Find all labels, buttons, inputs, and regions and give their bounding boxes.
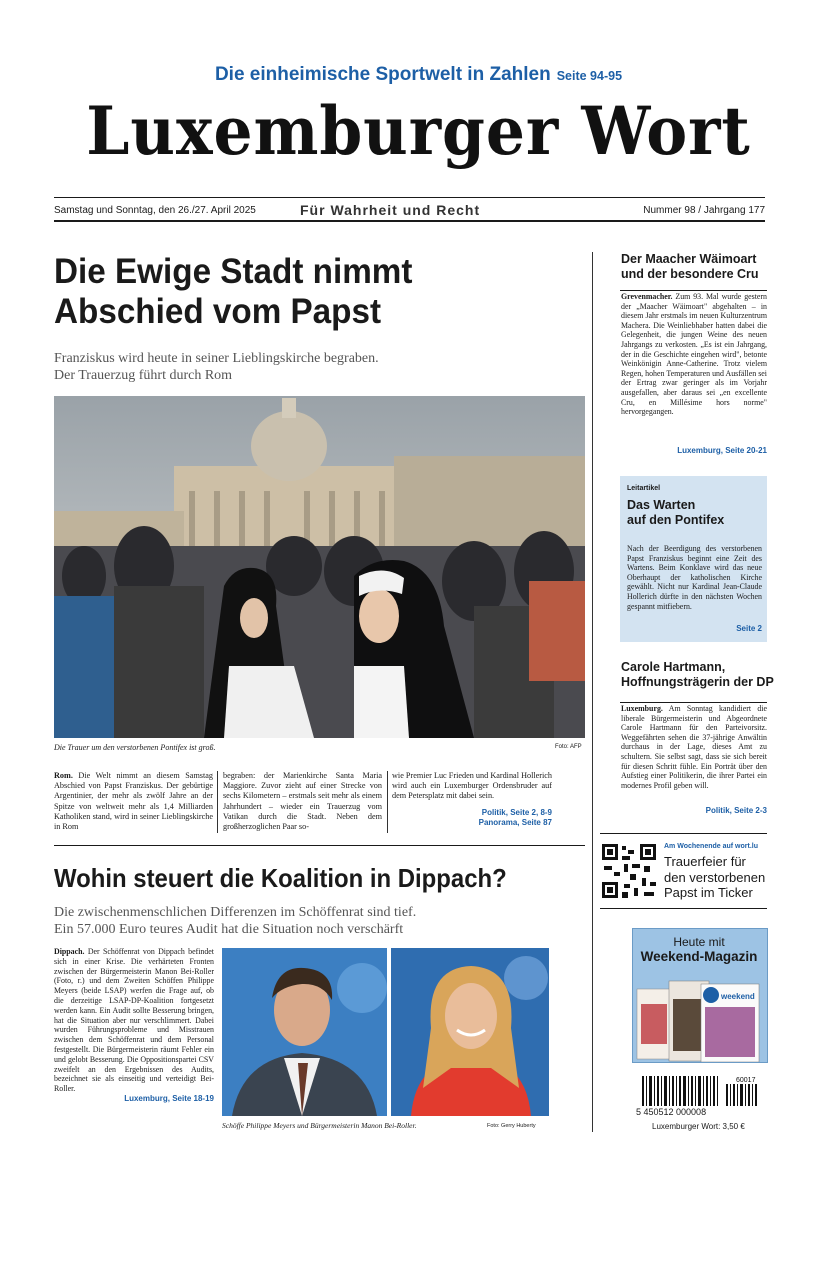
- lead-column-3: [392, 771, 552, 828]
- second-headline[interactable]: Wohin steuert die Koalition in Dippach?: [54, 863, 507, 893]
- sidebar-rule: [620, 702, 767, 703]
- barcode-number: 5 450512 000008: [636, 1107, 707, 1117]
- masthead-rule-bottom: [54, 220, 765, 222]
- teaser-text: Die einheimische Sportwelt in Zahlen: [214, 64, 551, 85]
- promo-line3: Papst im Ticker: [664, 885, 753, 900]
- section-rule: [54, 845, 585, 846]
- second-sub-line1: Die zwischenmenschlichen Differenzen im Schöffenrat sind tief.: [54, 905, 417, 920]
- issue-number: Nummer 98 / Jahrgang 177: [643, 205, 765, 216]
- sidebar-rule: [600, 833, 767, 834]
- teaser-pages: Seite 94-95: [556, 69, 623, 83]
- second-text: Der Schöffenrat von Dippach befindet sich in einer Krise. Die verhärteten Fronten zwischen der Bürgermeisterin Manon Bei-Roller (Foto, r.) und dem Zweiten Schöffen Philippe Meyers (beide LSAP) werfen die Frage auf, ob die derzeitige LSAP-DP-Koalition fortgesetzt werden kann. Ein Audit sollte Besserung bringen, hat die Situation aber nur verschlimmert. Dabei wurden Führungsprobleme und Misstrauen zwischen dem Schöffenrat und dem Personal festgestellt. Die Bürgermeisterin räumt Fehler ein und gelobt Besserung. Die Oppositionspartei CSV zweifelt an den Ergebnissen des Audits, bezeichnet sie als einseitig und verteidigt Bei-Roller.: [54, 947, 214, 1094]
- second-photo-credit: Foto: Gerry Huberty: [487, 1123, 536, 1129]
- s1-dateline: Grevenmacher.: [621, 292, 673, 301]
- box-head-line2: auf den Pontifex: [627, 513, 725, 527]
- sidebar-story1-ref[interactable]: Luxemburg, Seite 20-21: [677, 446, 767, 455]
- sidebar-story3-ref[interactable]: Politik, Seite 2-3: [705, 806, 767, 815]
- barcode-addon: 60017: [736, 1077, 756, 1084]
- lead-sub-line2: Der Trauerzug führt durch Rom: [54, 368, 233, 383]
- s1-head-line1: Der Maacher Wäimoart: [621, 252, 757, 266]
- lead-photo-caption: Die Trauer um den verstorbenen Pontifex ist groß.: [54, 743, 216, 752]
- lead-ref-politik[interactable]: Politik, Seite 2, 8-9: [481, 807, 552, 817]
- lead-headline-line1: Die Ewige Stadt nimmt: [54, 252, 413, 291]
- photo-manon-bei-roller[interactable]: [391, 948, 549, 1116]
- sidebar-divider: [592, 252, 593, 1132]
- portrait-man-illustration: [222, 948, 387, 1116]
- box-head-line1: Das Warten: [627, 498, 696, 512]
- s1-text: Zum 93. Mal wurde gestern der „Maacher Wäimoart" abgehalten – in diesem Jahr erstmals im neuen Kulturzentrum Machera. Die Weinliebhaber hatten dabei die Gelegenheit, die jungen Weine des neuen Jahrgangs zu verkosten. „Es ist ein Jahrgang, der in die Geschichte eingehen wird", betonte Weinkönigin Anne-Catherine. Trotz vielem Regen, hohen Temperaturen und Ausfällen sei der Ertrag zwar geringer als im Vorjahr ausgefallen, aber daraus sei „en excellente Cru, en Millésime hors norme" hervorgegangen.: [621, 292, 767, 417]
- sidebar-story1-headline[interactable]: [621, 252, 781, 282]
- s1-head-line2: und der besondere Cru: [621, 267, 759, 281]
- sidebar-rule: [600, 908, 767, 909]
- magazine-title: Weekend-Magazin: [640, 949, 758, 964]
- lead-photo[interactable]: [54, 396, 585, 738]
- second-dateline: Dippach.: [54, 947, 85, 956]
- magazine-logo: weekend: [721, 992, 755, 1001]
- qr-code-icon[interactable]: [600, 842, 658, 900]
- sidebar-story1-body: [621, 292, 767, 417]
- barcode-icon: [636, 1076, 764, 1108]
- col-divider: [217, 771, 218, 833]
- lead-headline[interactable]: [54, 252, 548, 332]
- sidebar-rule: [620, 290, 767, 291]
- s3-head-line1: Carole Hartmann,: [621, 660, 726, 674]
- portrait-woman-illustration: [391, 948, 549, 1116]
- lead-column-1: [54, 771, 213, 832]
- lead-text-3: wie Premier Luc Frieden und Kardinal Hollerich wird auch ein Luxemburger Ordensbruder auf dem Petersplatz mit dabei sein.: [392, 771, 552, 801]
- lead-dateline: Rom.: [54, 771, 73, 780]
- lead-text-1: Die Welt nimmt an diesem Samstag Abschied von Papst Franziskus. Der gebürtige Argentinier, der mehr als zwölf Jahre an der Spitze von weltweit mehr als 1,4 Milliarden Katholiken stand, wird in seiner Lieblingskirche in Rom: [54, 771, 213, 832]
- editorial-kicker: Leitartikel: [627, 485, 661, 492]
- editorial-body: Nach der Beerdigung des verstorbenen Papst Franziskus beginnt eine Zeit des Wartens. Beim Konklave wird das neue Oberhaupt der katholischen Kirche gewählt. Nicht nur Kardinal Jean-Claude Hollerich dürfte in den nächsten Wochen gespannt mitfiebern.: [627, 544, 762, 611]
- masthead-logo: Luxemburger Wort: [86, 92, 751, 170]
- lead-subheadline: [54, 350, 574, 384]
- second-photo-caption: Schöffe Philippe Meyers und Bürgermeisterin Manon Bei-Roller.: [222, 1121, 417, 1130]
- lead-photo-credit: Foto: AFP: [555, 744, 582, 750]
- second-body: [54, 947, 214, 1104]
- magazine-label: Heute mit: [673, 935, 725, 949]
- qr-pattern: [600, 842, 658, 900]
- lead-ref-panorama[interactable]: Panorama, Seite 87: [478, 817, 552, 827]
- motto: Für Wahrheit und Recht: [300, 202, 481, 218]
- s3-head-line2: Hoffnungsträgerin der DP: [621, 675, 774, 689]
- top-teaser[interactable]: [0, 64, 837, 86]
- sidebar-story3-headline[interactable]: [621, 660, 781, 690]
- editorial-headline: [627, 498, 762, 528]
- col-divider: [387, 771, 388, 833]
- lead-photo-illustration: [54, 396, 585, 738]
- lead-headline-line2: Abschied vom Papst: [54, 292, 382, 331]
- second-subheadline: [54, 904, 574, 938]
- photo-philippe-meyers[interactable]: [222, 948, 387, 1116]
- editorial-ref[interactable]: Seite 2: [736, 624, 762, 633]
- s3-text: Am Sonntag kandidiert die liberale Bürgermeisterin und Abgeordnete Carole Hartmann für den Parteivorsitz. Weggefährten sehen die 37-jährige Anwältin durchaus in der Lage, dieses Amt zu schultern. Sie selbst sagt, dass sie sich bereit für diesen Schritt fühle. Ein Porträt über den Aufstieg einer Politikerin, die ihrer Partei ein modernes Profil geben will.: [621, 704, 767, 790]
- lead-column-2: begraben: der Marienkirche Santa Maria Maggiore. Zuvor zieht auf einer Strecke von sechs Kilometern – erstmals seit mehr als einem Jahrhundert – wieder ein Trauerzug vom Vatikan durch die Stadt. Neben dem großherzoglichen Paar so-: [223, 771, 382, 832]
- s3-dateline: Luxemburg.: [621, 704, 663, 713]
- masthead-rule-top: [54, 197, 765, 198]
- price: Luxemburger Wort: 3,50 €: [652, 1122, 745, 1131]
- promo-kicker: Am Wochenende auf wort.lu: [664, 843, 758, 850]
- sidebar-story3-body: [621, 704, 767, 790]
- second-sub-line2: Ein 57.000 Euro teures Audit hat die Situation noch verschärft: [54, 922, 404, 937]
- promo-headline[interactable]: [664, 854, 784, 901]
- lead-sub-line1: Franziskus wird heute in seiner Lieblingskirche begraben.: [54, 351, 379, 366]
- issue-date: Samstag und Sonntag, den 26./27. April 2025: [54, 205, 256, 216]
- second-ref[interactable]: Luxemburg, Seite 18-19: [124, 1093, 214, 1103]
- promo-line2: den verstorbenen: [664, 869, 766, 885]
- promo-line1: Trauerfeier für: [664, 854, 746, 869]
